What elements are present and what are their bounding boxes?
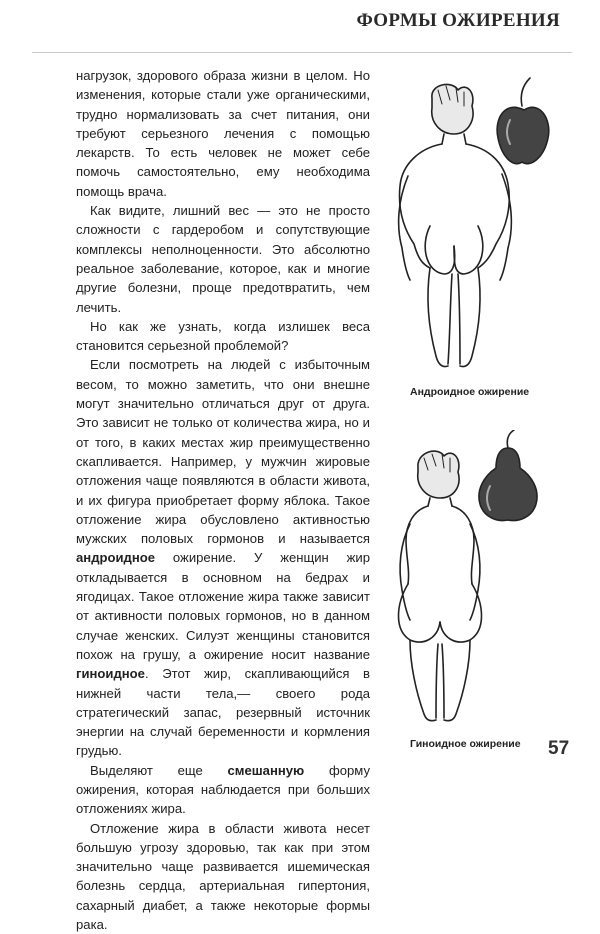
pear-icon	[468, 430, 548, 524]
paragraph-5-end: форму ожирения, которая наблюдается при больших отложениях жира.	[76, 762, 370, 817]
paragraph-4-start: Если посмотреть на людей с избыточным весом, то можно заметить, что они внешне могут значительно отличаться друг от друга. Это зависит не только от количества жира, но и от того, в каких местах жир преимущественно скапливается. Например, у мужчин жировые отложения чаще появляются в области живота, и их фигура приобретает форму яблока. Такое отложение жира обусловлено активностью мужских половых гормонов и называется	[76, 357, 370, 547]
paragraph-5	[76, 761, 370, 819]
caption-android: Андроидное ожирение	[410, 386, 530, 398]
paragraph-6: Отложение жира в области живота несет большую угрозу здоровью, так как при этом значительно чаще развивается ишемическая болезнь сердца, артериальная гипертония, сахарный диабет, а также некоторые формы рака.	[76, 820, 370, 933]
running-header: ФОРМЫ ОЖИРЕНИЯ	[356, 10, 560, 31]
apple-icon	[492, 76, 552, 172]
page-number: 57	[548, 738, 570, 759]
term-mixed: смешанную	[227, 762, 305, 778]
paragraph-5-start: Выделяют еще	[90, 762, 228, 778]
paragraph-4-mid: ожирение. У женщин жир откладывается в основном на бедрах и ягодицах. Такое отложение жира также зависит от активности половых гормонов, но в данном случае женских. Силуэт женщины становится похож на грушу, а ожирение носит название	[76, 550, 370, 662]
caption-gynoid: Гиноидное ожирение	[410, 738, 521, 750]
paragraph-4	[76, 355, 370, 760]
paragraph-4-end: . Этот жир, скапливающийся в нижней части тела,— своего рода стратегический запас, резервный источник энергии на случай беременности и кормления грудью.	[76, 666, 370, 759]
paragraph-3: Но как же узнать, когда излишек веса становится серьезной проблемой?	[76, 318, 370, 354]
paragraph-2: Как видите, лишний вес — это не просто сложности с гардеробом и сопутствующие комплексы неполноценности. Это абсолютно реальное заболевание, которое, как и многие другие болезни, проще предотвратить, чем лечить.	[76, 203, 370, 315]
header-rule	[32, 52, 572, 53]
term-android: андроидное	[76, 550, 156, 566]
term-gynoid: гиноидное	[76, 666, 145, 682]
main-text	[76, 66, 370, 934]
paragraph-1: нагрузок, здорового образа жизни в целом. Но изменения, которые стали уже органическими, трудно нормализовать за счет питания, они требуют серьезного лечения с помощью лекарств. То есть человек не может себе помочь самостоятельно, ему необходима помощь врача.	[76, 68, 370, 199]
